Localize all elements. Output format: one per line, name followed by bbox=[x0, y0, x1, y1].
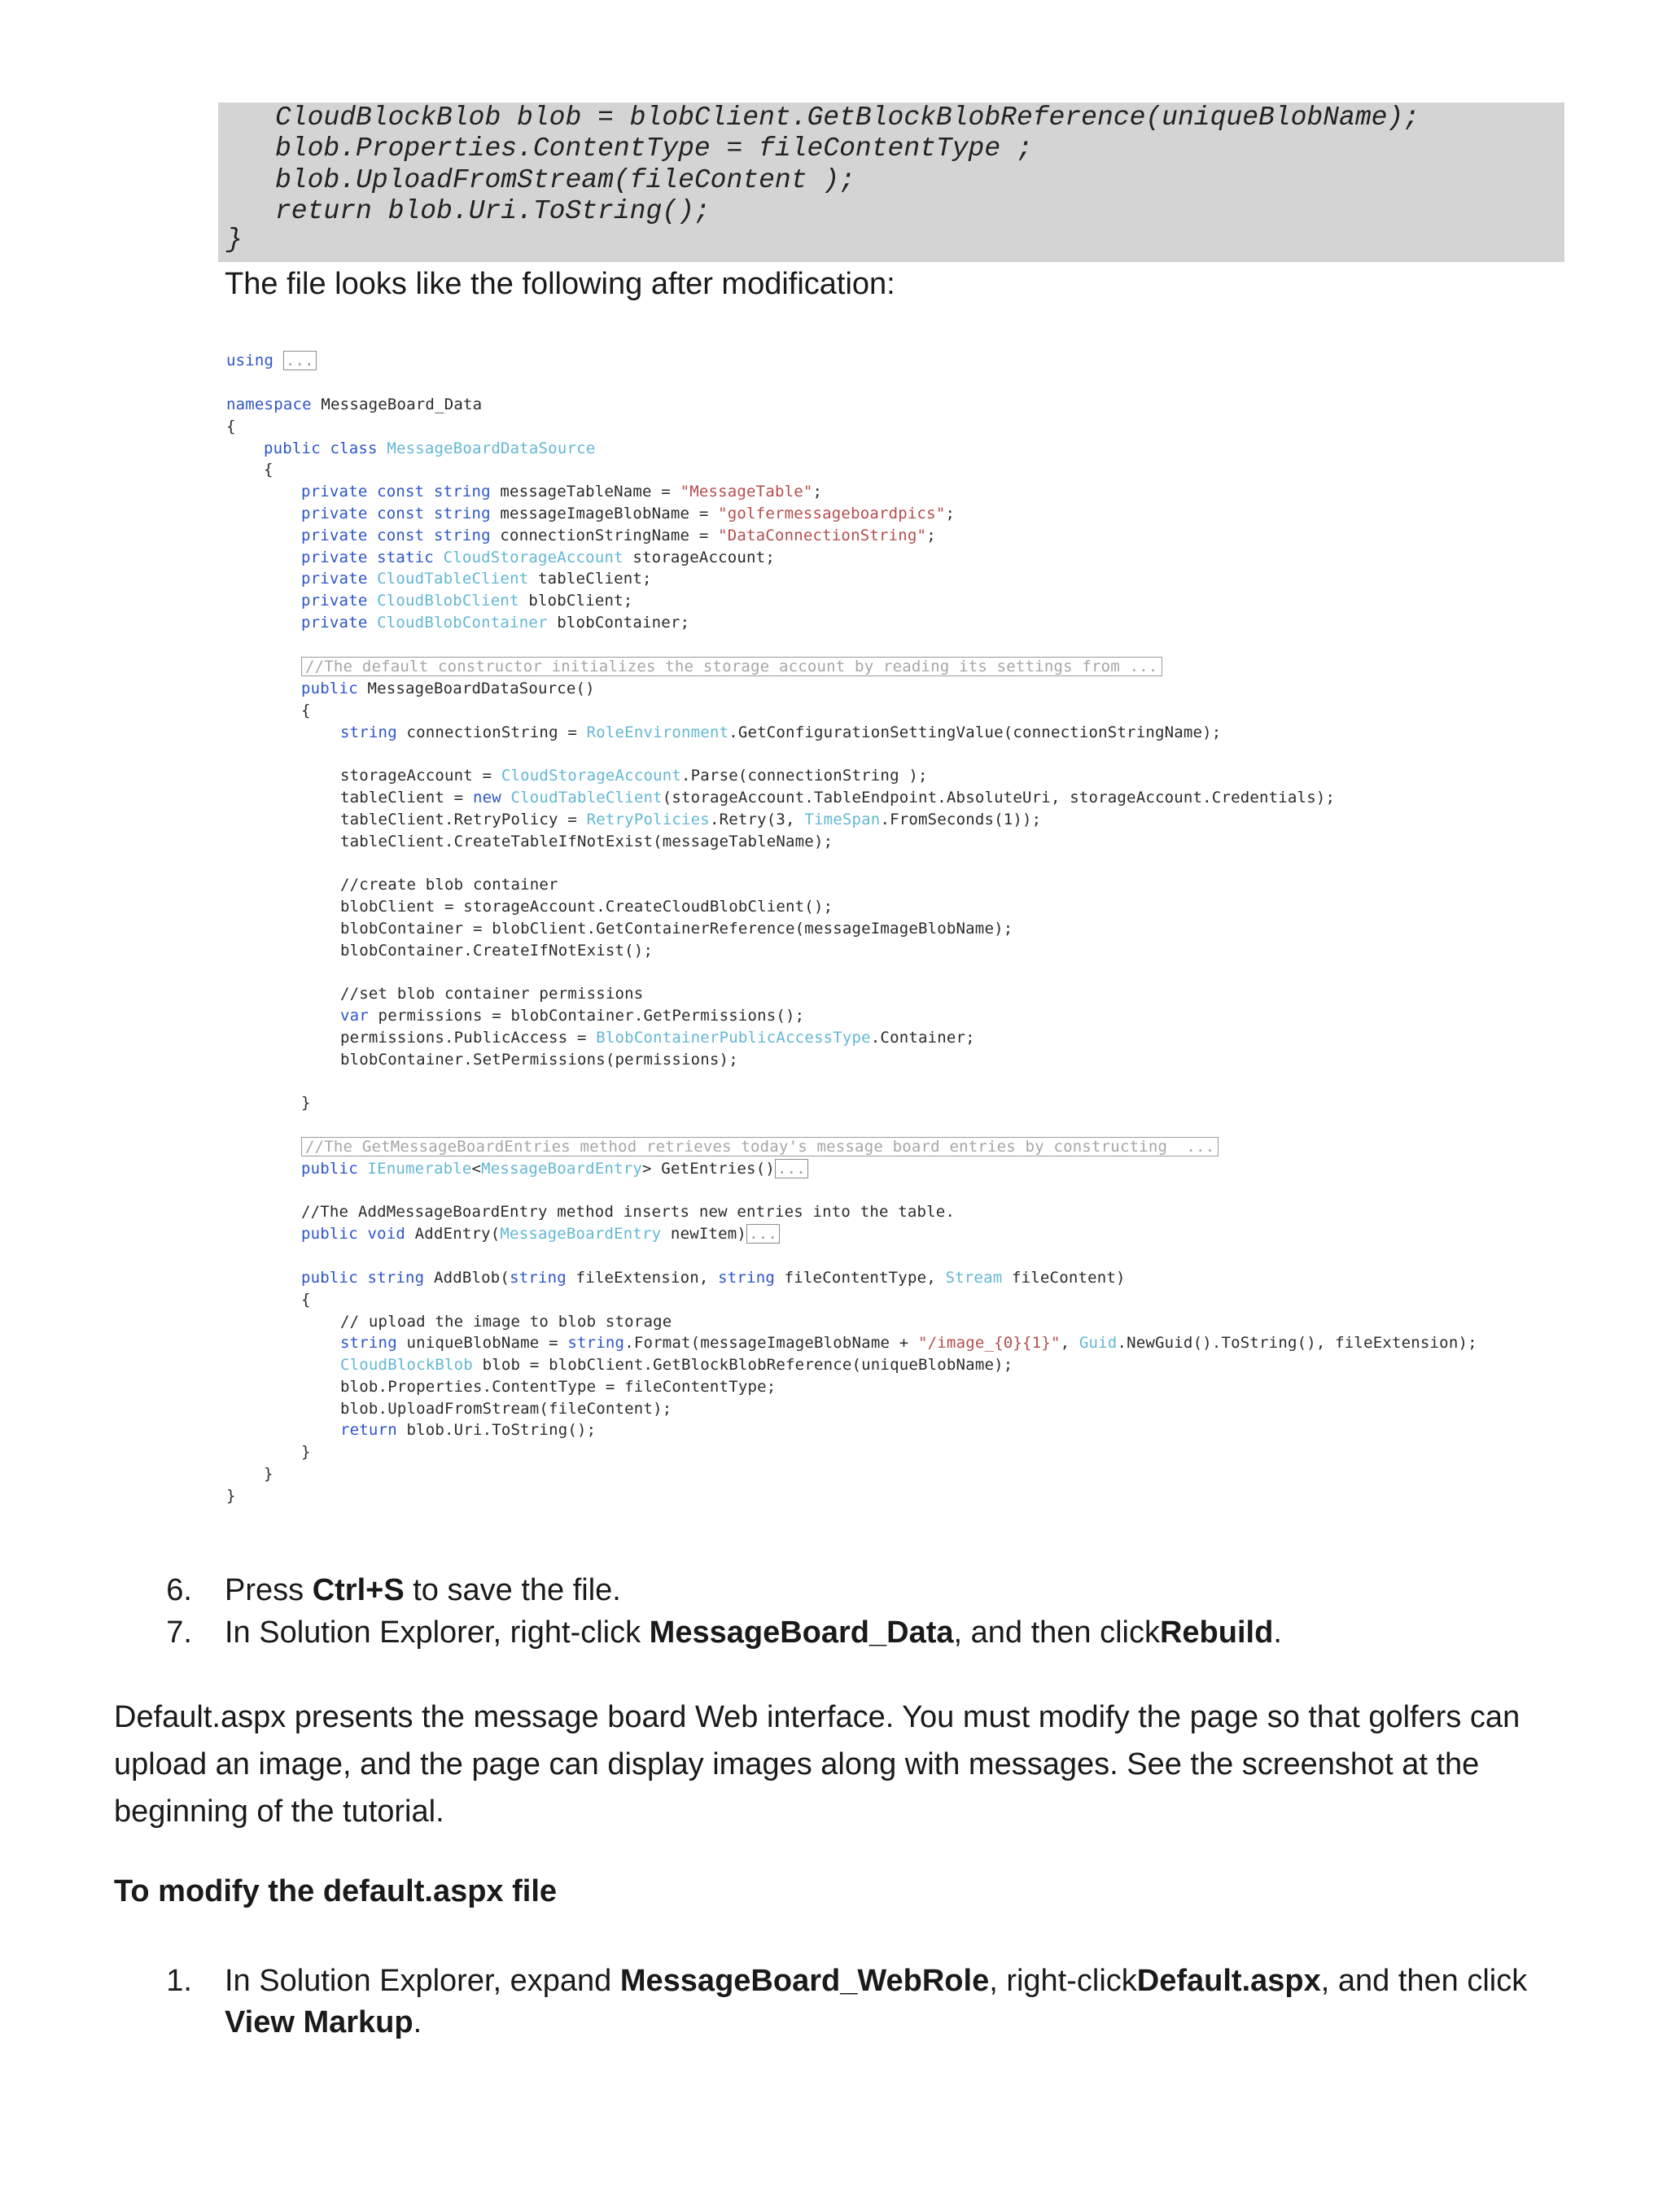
code-line: private CloudBlobClient blobClient; bbox=[301, 592, 633, 610]
code-line: var permissions = blobContainer.GetPermissions(); bbox=[340, 1007, 805, 1025]
code-line: blob.Properties.ContentType = fileContentType; bbox=[340, 1378, 777, 1396]
code-line: tableClient.RetryPolicy = RetryPolicies.Retry(3, TimeSpan.FromSeconds(1)); bbox=[340, 811, 1042, 828]
code-snippet-block bbox=[218, 103, 1564, 262]
code-line: blob.UploadFromStream(fileContent); bbox=[340, 1400, 672, 1418]
code-line: CloudBlockBlob blob = blobClient.GetBlockBlobReference(uniqueBlobName); bbox=[340, 1356, 1013, 1374]
code-line: blob.UploadFromStream(fileContent ); bbox=[275, 165, 855, 195]
code-line bbox=[301, 656, 1162, 677]
intro-text: The file looks like the following after modification: bbox=[225, 267, 895, 301]
code-line: } bbox=[226, 1487, 236, 1505]
code-line: private const string messageImageBlobName = "golfermessageboardpics"; bbox=[301, 505, 956, 522]
collapsed-region-icon: ... bbox=[775, 1159, 808, 1178]
code-line: private const string connectionStringName = "DataConnectionString"; bbox=[301, 527, 936, 544]
code-line: blobContainer.SetPermissions(permissions); bbox=[340, 1051, 738, 1069]
code-line: string uniqueBlobName = string.Format(messageImageBlobName + "/image_{0}{1}", Guid.NewGuid().ToString(), fileExtension); bbox=[340, 1334, 1477, 1352]
code-comment: //create blob container bbox=[340, 876, 558, 894]
code-line: public string AddBlob(string fileExtension, string fileContentType, Stream fileContent) bbox=[301, 1269, 1126, 1287]
body-paragraph-line: Default.aspx presents the message board Web interface. You must modify the page so that golfers can bbox=[114, 1700, 1520, 1734]
code-line: blobClient = storageAccount.CreateCloudBlobClient(); bbox=[340, 898, 834, 916]
code-line: } bbox=[301, 1094, 311, 1112]
code-comment: //The AddMessageBoardEntry method inserts new entries into the table. bbox=[301, 1203, 956, 1221]
collapsed-region-icon: ... bbox=[746, 1224, 780, 1244]
code-line: { bbox=[301, 702, 311, 719]
code-editor-screenshot bbox=[213, 334, 1532, 1522]
code-line: blobContainer = blobClient.GetContainerReference(messageImageBlobName); bbox=[340, 920, 1013, 938]
code-line: using ... bbox=[226, 350, 317, 371]
code-line: } bbox=[301, 1443, 311, 1461]
collapsed-comment: //The GetMessageBoardEntries method retrieves today's message board entries by constructing ... bbox=[301, 1137, 1219, 1156]
code-line: public MessageBoardDataSource() bbox=[301, 680, 595, 697]
code-line: blobContainer.CreateIfNotExist(); bbox=[340, 942, 654, 960]
code-line: return blob.Uri.ToString(); bbox=[275, 196, 711, 226]
code-line: private static CloudStorageAccount storageAccount; bbox=[301, 549, 775, 566]
code-line: CloudBlockBlob blob = blobClient.GetBlockBlobReference(uniqueBlobName); bbox=[275, 103, 1420, 133]
body-paragraph-line: upload an image, and the page can display images along with messages. See the screenshot at the bbox=[114, 1747, 1480, 1781]
body-paragraph-line: beginning of the tutorial. bbox=[114, 1795, 444, 1829]
code-line: blob.Properties.ContentType = fileContentType ; bbox=[275, 133, 1033, 164]
code-line: { bbox=[264, 461, 273, 479]
code-line: tableClient.CreateTableIfNotExist(messageTableName); bbox=[340, 833, 834, 850]
code-line: { bbox=[301, 1291, 311, 1309]
step-number: 6. bbox=[166, 1573, 192, 1607]
code-line: string connectionString = RoleEnvironment.GetConfigurationSettingValue(connectionStringName); bbox=[340, 723, 1222, 741]
code-line: permissions.PublicAccess = BlobContainerPublicAccessType.Container; bbox=[340, 1029, 975, 1047]
code-comment: // upload the image to blob storage bbox=[340, 1313, 672, 1331]
section-heading: To modify the default.aspx file bbox=[114, 1874, 558, 1908]
code-line: public void AddEntry(MessageBoardEntry newItem) ... bbox=[301, 1223, 780, 1244]
code-line: public class MessageBoardDataSource bbox=[264, 439, 596, 457]
code-line: public IEnumerable<MessageBoardEntry> GetEntries() ... bbox=[301, 1158, 808, 1179]
code-line: private CloudBlobContainer blobContainer; bbox=[301, 614, 690, 632]
code-line bbox=[301, 1136, 1219, 1157]
code-line: } bbox=[264, 1465, 273, 1483]
code-line: private const string messageTableName = "MessageTable"; bbox=[301, 483, 823, 501]
step-number: 7. bbox=[166, 1615, 192, 1650]
collapsed-comment: //The default constructor initializes the storage account by reading its settings from ... bbox=[301, 657, 1162, 676]
code-line: tableClient = new CloudTableClient(storageAccount.TableEndpoint.AbsoluteUri, storageAccount.Credentials); bbox=[340, 789, 1336, 807]
collapsed-region-icon: ... bbox=[283, 351, 317, 370]
code-comment: //set blob container permissions bbox=[340, 985, 644, 1003]
code-line: private CloudTableClient tableClient; bbox=[301, 570, 652, 588]
code-closing-brace: } bbox=[226, 225, 243, 255]
code-line: storageAccount = CloudStorageAccount.Parse(connectionString ); bbox=[340, 767, 928, 785]
code-line: { bbox=[226, 417, 236, 435]
step-number: 1. bbox=[166, 1964, 192, 1998]
code-line: return blob.Uri.ToString(); bbox=[340, 1421, 597, 1439]
code-line: namespace MessageBoard_Data bbox=[226, 396, 483, 413]
